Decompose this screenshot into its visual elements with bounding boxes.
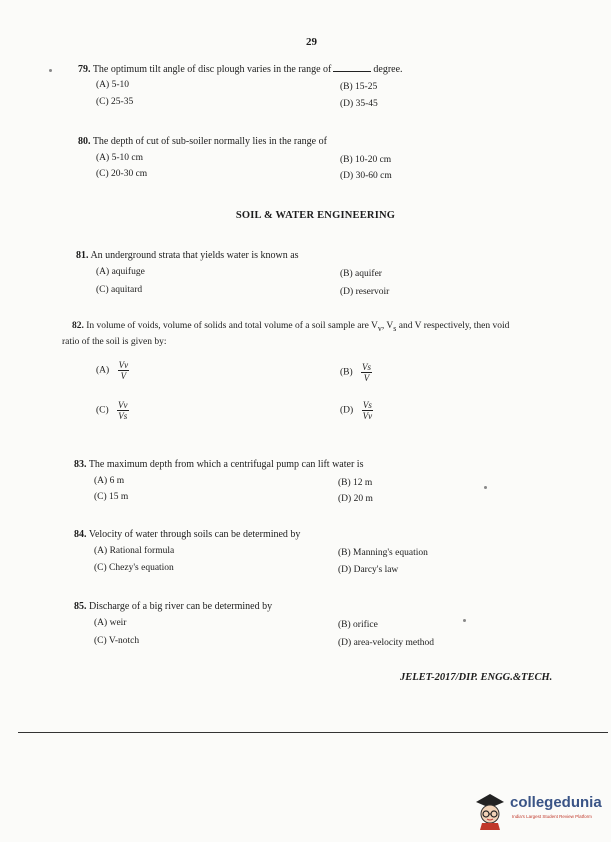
question-suffix: degree. — [373, 64, 403, 75]
page-number: 29 — [306, 36, 317, 48]
question-79 — [78, 63, 403, 76]
option-d: (D) 20 m — [338, 494, 373, 504]
option-c: (C) 20-30 cm — [96, 169, 148, 179]
question-text: Discharge of a big river can be determined by — [89, 601, 273, 612]
option-a: (A) 5-10 — [96, 80, 129, 90]
scan-speck — [463, 619, 466, 622]
scan-speck — [484, 486, 487, 489]
section-title: SOIL & WATER ENGINEERING — [235, 210, 396, 221]
option-c: (C) 15 m — [94, 492, 129, 502]
option-c: (C) V-notch — [94, 636, 140, 646]
question-text: The depth of cut of sub-soiler normally lies in the range of — [92, 136, 327, 147]
fraction: $\frac{Vv}{Vs}$ — [118, 400, 128, 421]
fraction: $\frac{Vs}{Vv}$ — [362, 400, 373, 421]
question-number: 80. — [78, 136, 91, 147]
question-85 — [74, 601, 272, 613]
option-c: (C) Chezy's equation — [94, 563, 174, 573]
question-text: An underground strata that yields water is known as — [90, 250, 299, 261]
option-b: (B) Manning's equation — [338, 548, 428, 558]
question-number: 83. — [74, 459, 87, 470]
option-d: (D) area-velocity method — [338, 638, 435, 648]
option-d: (D) reservoir — [340, 287, 390, 297]
exam-code: JELET-2017/DIP. ENGG.&TECH. — [400, 672, 553, 683]
question-text: In volume of voids, volume of solids and total volume of a soil sample are $V_v$, $V_s$ and V respectively, then void — [86, 321, 510, 333]
fraction: $\frac{Vv}{V}$ — [118, 360, 129, 381]
question-number: 82. — [72, 321, 84, 331]
logo-wordmark: collegedunia — [510, 794, 602, 811]
question-82-line2: ratio of the soil is given by: — [62, 337, 167, 347]
question-80 — [78, 136, 327, 148]
question-text: Velocity of water through soils can be determined by — [88, 529, 301, 540]
option-c: (C) aquitard — [96, 285, 143, 295]
scan-speck — [49, 69, 52, 72]
option-b: (B) orifice — [338, 620, 378, 630]
option-d: (D) 30-60 cm — [340, 171, 392, 181]
question-text: The maximum depth from which a centrifugal pump can lift water is — [88, 459, 364, 470]
option-b: (B) $\frac{Vs}{V}$ — [340, 362, 372, 383]
question-81 — [76, 250, 299, 262]
option-a: (A) weir — [94, 618, 127, 628]
fraction: $\frac{Vs}{V}$ — [362, 362, 372, 383]
question-number: 84. — [74, 529, 87, 540]
logo-tagline: India's Largest Student Review Platform — [512, 814, 592, 819]
footer-divider — [18, 732, 608, 733]
answer-blank — [333, 63, 371, 72]
question-text: The optimum tilt angle of disc plough varies in the range of — [92, 64, 332, 75]
option-b: (B) aquifer — [340, 269, 382, 279]
question-84 — [74, 529, 300, 541]
question-82 — [72, 320, 509, 335]
option-d: (D) $\frac{Vs}{Vv}$ — [340, 400, 373, 421]
option-a: (A) 5-10 cm — [96, 153, 143, 163]
question-number: 79. — [78, 64, 91, 75]
question-83 — [74, 459, 363, 471]
option-a: (A) Rational formula — [94, 546, 175, 556]
option-a: (A) $\frac{Vv}{V}$ — [96, 360, 129, 381]
option-b: (B) 12 m — [338, 478, 373, 488]
option-d: (D) Darcy's law — [338, 565, 399, 575]
option-c: (C) 25-35 — [96, 97, 134, 107]
question-number: 81. — [76, 250, 89, 261]
option-b: (B) 15-25 — [340, 82, 378, 92]
option-a: (A) 6 m — [94, 476, 125, 486]
option-b: (B) 10-20 cm — [340, 155, 392, 165]
option-d: (D) 35-45 — [340, 99, 378, 109]
question-number: 85. — [74, 601, 87, 612]
collegedunia-logo[interactable] — [472, 790, 607, 830]
option-c: (C) $\frac{Vv}{Vs}$ — [96, 400, 128, 421]
option-a: (A) aquifuge — [96, 267, 145, 277]
student-mascot-icon — [472, 790, 508, 830]
